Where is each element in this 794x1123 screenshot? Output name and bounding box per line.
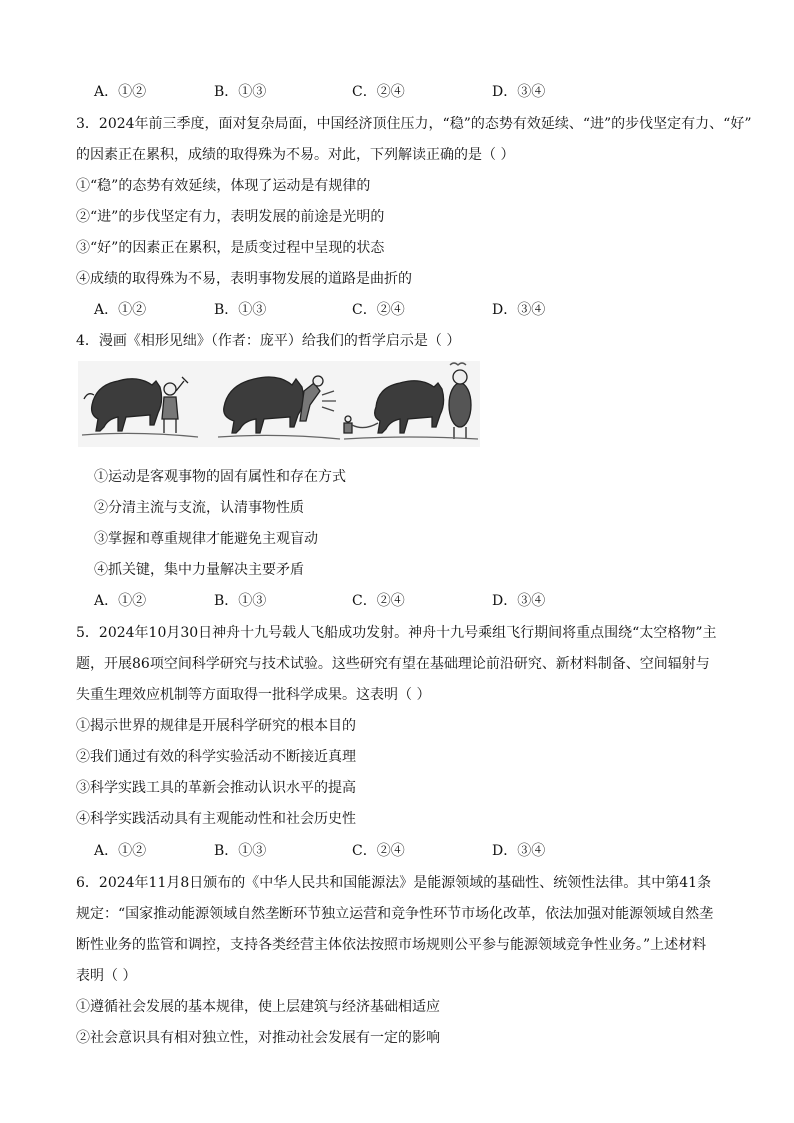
- q3-item-2: ②“进”的步伐坚定有力，表明发展的前途是光明的: [76, 209, 385, 225]
- q5-stem-line-3: 失重生理效应机制等方面取得一批科学成果。这表明（ ）: [76, 687, 431, 703]
- q4-item-3: ③掌握和尊重规律才能避免主观盲动: [94, 531, 318, 547]
- option-b: B．①③: [214, 84, 267, 100]
- option-c: C．②④: [352, 302, 405, 318]
- q4-stem: 4．漫画《相形见绌》（作者：庞平）给我们的哲学启示是（ ）: [76, 333, 461, 349]
- q6-stem-line-3: 断性业务的监管和调控，支持各类经营主体依法按照市场规则公平参与能源领域竞争性业务。”上述材料: [76, 937, 707, 953]
- q2-options: [94, 82, 654, 102]
- option-c: C．②④: [352, 84, 405, 100]
- option-a: A．①②: [94, 302, 147, 318]
- q5-item-3: ③科学实践工具的革新会推动认识水平的提高: [76, 780, 356, 796]
- option-c: C．②④: [352, 843, 405, 859]
- q5-item-1: ①揭示世界的规律是开展科学研究的根本目的: [76, 718, 356, 734]
- option-a: A．①②: [94, 843, 147, 859]
- q5-stem-line-1: 5．2024年10月30日神舟十九号载人飞船成功发射。神舟十九号乘组飞行期间将重点围绕“太空格物”主: [76, 625, 717, 641]
- q3-stem-line-2: 的因素正在累积，成绩的取得殊为不易。对此，下列解读正确的是（ ）: [76, 147, 515, 163]
- option-d: D．③④: [492, 302, 546, 318]
- q3-stem-line-1: 3．2024年前三季度，面对复杂局面，中国经济顶住压力，“稳”的态势有效延续、“进”的步伐坚定有力、“好”: [76, 116, 752, 132]
- q4-item-4: ④抓关键，集中力量解决主要矛盾: [94, 562, 304, 578]
- option-a: A．①②: [94, 593, 147, 609]
- option-a: A．①②: [94, 84, 147, 100]
- q3-item-1: ①“稳”的态势有效延续，体现了运动是有规律的: [76, 178, 371, 194]
- q4-item-1: ①运动是客观事物的固有属性和存在方式: [94, 469, 346, 485]
- option-d: D．③④: [492, 593, 546, 609]
- option-d: D．③④: [492, 84, 546, 100]
- q6-stem-line-1: 6．2024年11月8日颁布的《中华人民共和国能源法》是能源领域的基础性、统领性法律。其中第41条: [76, 875, 712, 891]
- q3-item-3: ③“好”的因素正在累积，是质变过程中呈现的状态: [76, 240, 385, 256]
- q6-stem-line-4: 表明（ ）: [76, 968, 137, 984]
- q4-options: [94, 591, 654, 611]
- q4-item-2: ②分清主流与支流，认清事物性质: [94, 500, 304, 516]
- q3-options: [94, 300, 654, 320]
- q5-options: [94, 841, 654, 861]
- q6-stem-line-2: 规定：“国家推动能源领域自然垄断环节独立运营和竞争性环节市场化改革，依法加强对能源领域自然垄: [76, 906, 714, 922]
- option-b: B．①③: [214, 843, 267, 859]
- cartoon-image: [78, 361, 480, 447]
- q6-item-1: ①遵循社会发展的基本规律，使上层建筑与经济基础相适应: [76, 999, 440, 1015]
- option-b: B．①③: [214, 302, 267, 318]
- q5-item-4: ④科学实践活动具有主观能动性和社会历史性: [76, 811, 356, 827]
- q3-item-4: ④成绩的取得殊为不易，表明事物发展的道路是曲折的: [76, 271, 412, 287]
- option-b: B．①③: [214, 593, 267, 609]
- q6-item-2: ②社会意识具有相对独立性，对推动社会发展有一定的影响: [76, 1030, 440, 1046]
- option-d: D．③④: [492, 843, 546, 859]
- option-c: C．②④: [352, 593, 405, 609]
- q5-stem-line-2: 题，开展86项空间科学研究与技术试验。这些研究有望在基础理论前沿研究、新材料制备、空间辐射与: [76, 656, 710, 672]
- q5-item-2: ②我们通过有效的科学实验活动不断接近真理: [76, 749, 356, 765]
